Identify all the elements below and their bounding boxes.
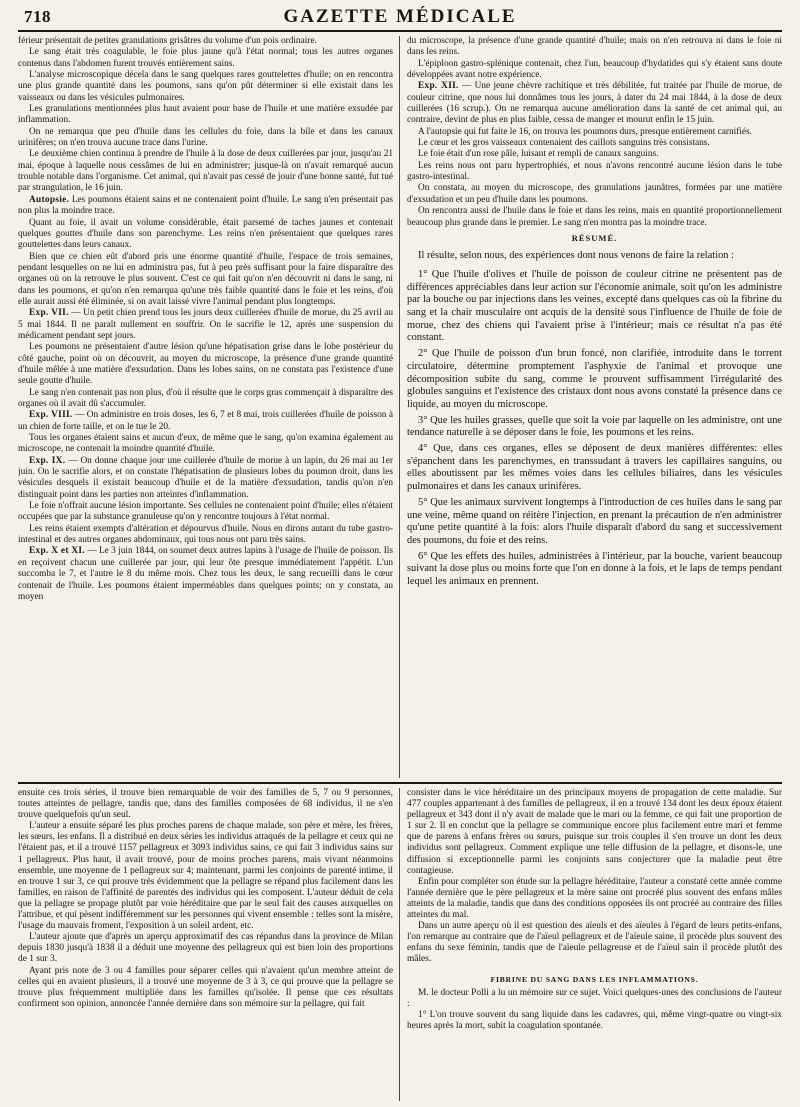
paragraph-text: Dans un autre aperçu où il est question des aïeuls et des aïeules à l'égard de leurs petits-enfans, l'on remarque au contraire que de l'aïeul pellagreux et de l'aïeule saine, il procède plus souvent des enfans du sexe féminin, tandis que de l'aïeule pellagreuse et de l'aïeul sain il procède plutôt des mâles. xyxy=(407,921,782,965)
paragraph-text: M. le docteur Polli a lu un mémoire sur ce sujet. Voici quelques-unes des conclusions de l'auteur : xyxy=(407,987,782,1009)
paragraph-text: Le cœur et les gros vaisseaux contenaient des caillots sanguins très consistans. xyxy=(418,138,710,149)
experiment-label: Exp. IX. xyxy=(29,455,66,466)
paragraph-text: Le foie était d'un rose pâle, luisant et rempli de canaux sanguins. xyxy=(418,149,659,160)
paragraph-text: On ne remarqua que peu d'huile dans les cellules du foie, dans la bile et dans les canaux urinifères; on n'en trouva aucune trace dans l'urine. xyxy=(18,126,393,149)
paragraph-text: Enfin pour compléter son étude sur la pellagre héréditaire, l'auteur a constaté cette année comme l'année dernière que le père pellagreux et la mère saine ont procréé plus souvent des enfans mâles atteints de la maladie, tandis que dans des conditions opposées ils ont procréé au contraire des filles atteintes du mal. xyxy=(407,876,782,921)
paragraph-text: L'auteur ajoute que d'après un aperçu approximatif des cas répandus dans la province de Milan depuis 1830 jusqu'à 1838 il a déduit une moyenne des pellagreux qui est bien loin des proportions de 1 sur 3. xyxy=(18,932,393,965)
experiment-label: Exp. VIII. xyxy=(29,410,73,421)
paragraph-text: Tous les organes étaient sains et aucun d'eux, de même que le sang, qu'on examina également au microscope, ne contenait la moindre quantité d'huile. xyxy=(18,433,393,455)
paragraph-text: ensuite ces trois séries, il trouve bien remarquable de voir des familles de 5, 7 ou 9 personnes, toutes atteintes de pellagre, tandis que, dans des familles composées de 68 individus, il ne s'en trouve quelquefois qu'un seul. xyxy=(18,788,393,821)
masthead-title: GAZETTE MÉDICALE xyxy=(283,6,517,27)
paragraph-text: Les granulations mentionnées plus haut avaient pour base de l'huile et une matière exsudée par inflammation. xyxy=(18,104,393,126)
experiment-label: Autopsie. xyxy=(29,194,70,205)
paragraph-text: 1° Que l'huile d'olives et l'huile de poisson de couleur citrine ne présentent pas de différences appréciables dans leur action sur l'économie animale, soit qu'on les administre par la bouche ou par injections dans les veines, excepté dans quelques cas où la fibrine du sang et la chair musculaire ont acquis de la densité sous l'influence de l'huile de foie de morue, chez des chiens qui l'avaient prise à l'intérieur; mais ce résultat n'a pas été constant. xyxy=(407,268,782,344)
paragraph-text: 4° Que, dans ces organes, elles se déposent de deux manières différentes: elles s'épanchent dans les parenchymes, en transsudant à travers les capillaires sanguins, ou elles aboutissent par les mêmes voies dans les cellules biliaires, dans les vésicules pulmonaires et dans les canaux urinifères. xyxy=(407,443,782,493)
experiment-label: Exp. X et XI. xyxy=(29,546,85,557)
paragraph-text: A l'autopsie qui fut faite le 16, on trouva les poumons durs, presque entièrement carnifiés. xyxy=(418,126,752,137)
fibrine-section-heading: FIBRINE DU SANG DANS LES INFLAMMATIONS. xyxy=(490,974,699,984)
paragraph-text: Les poumons étaient sains et ne contenaient point d'huile. Le sang n'en présentait pas non plus la moindre trace. xyxy=(18,194,393,217)
paragraph-text: Le foie n'offrait aucune lésion importante. Ses cellules ne contenaient point d'huile; elles n'étaient occupées que par la substance granuleuse qu'on y rencontre toujours à l'état normal. xyxy=(18,501,393,523)
paragraph-text: 5° Que les animaux survivent longtemps à l'introduction de ces huiles dans le sang par une veine, même quand on réitère l'injection, en prenant la précaution de n'en administrer qu'une petite quantité à la fois: alors l'huile disparaît d'abord du sang et successivement des poumons, du foie et des reins. xyxy=(407,496,782,546)
page-number: 718 xyxy=(24,7,51,26)
paragraph-text: du microscope, la présence d'une grande quantité d'huile; mais on n'en retrouva ni dans le foie ni dans les reins. xyxy=(407,36,782,58)
paragraph-text: — On donne chaque jour une cuillerée d'huile de morue à un lapin, du 26 mai au 1er juin. On le sacrifie alors, et on constate l'hépatisation de plusieurs lobes du poumon droit, dans les vésicules desquels il existait beaucoup d'huile et de la matière d'exsudation, tandis qu'on n'en distinguait point dans les parties non atteintes d'inflammation. xyxy=(18,455,393,500)
paragraph-text: Les reins nous ont paru hypertrophiés, et nous n'avons rencontré aucune lésion dans le tube gastro-intestinal. xyxy=(407,160,782,183)
experiment-label: Exp. XII. xyxy=(418,81,459,92)
paragraph-text: Le deuxième chien continua à prendre de l'huile à la dose de deux cuillerées par jour, jusqu'au 21 mai, époque à laquelle nous cessâmes de lui en administrer; jusque-là on n'avait remarqué aucun trouble notable dans l'organisme. Cet animal, qui n'avait pas cessé de jouir d'une bonne santé, fut tué par strangulation, le 16 juin. xyxy=(18,149,393,194)
paragraph-text: — Le 3 juin 1844, on soumet deux autres lapins à l'usage de l'huile de poisson. Ils en reçoivent chacun une cuillerée par jour, qui leur ôte presque immédiatement l'appétit. L'un succomba le 7, et l'autre le 8 du même mois. Chez tous les deux, le sang recueilli dans le cœur contenait de l'huile. Les poumons étaient imperméables dans quelques points; on y constata, au moyen xyxy=(18,546,393,602)
paragraph-text: Le sang n'en contenait pas non plus, d'où il résulte que le corps gras commençait à disparaître des organes où il avait dû s'accumuler. xyxy=(18,387,393,409)
paragraph-text: consister dans le vice héréditaire un des principaux moyens de propagation de cette maladie. Sur 477 couples appartenant à des familles de pellagreux, il en a trouvé 134 dont les deux époux étaient pellagreux et 343 dont il n'y avait de malade que le mari ou la femme, ce qui fait une proportion de 1 sur 2. Il en conclut que la pellagre se communique encore plus facilement entre mari et femme que de parens à enfans frères ou sœurs, puisque sur trois couples il s'en trouve un dont les deux individus sont pellagreux. Comment explique une telle diffusion de la pellagre, et disons-le, une diffusion si exceptionnelle parmi les conjoints sans conjecturer que la maladie peut être contagieuse. xyxy=(407,788,782,876)
paragraph-text: Le sang était très coagulable, le foie plus jaune qu'à l'état normal; tous les autres organes contenus dans l'abdomen furent trouvés entièrement sains. xyxy=(18,47,393,69)
paragraph-text: Quant au foie, il avait un volume considérable, était parsemé de taches jaunes et contenait quelques gouttes d'huile dans son parenchyme. Les reins n'en présentaient que quelques rares gouttelettes dans leurs canaux. xyxy=(18,217,393,251)
paragraph-text: 3° Que les huiles grasses, quelle que soit la voie par laquelle on les administre, ont une tendance naturelle à se déposer dans le foie, les poumons et les reins. xyxy=(407,414,782,439)
paragraph-text: — Un petit chien prend tous les jours deux cuillerées d'huile de morue, du 25 avril au 5 mai 1844. Il ne paraît nullement en souffrir. On le sacrifie le 12, après une suspension du médicament pendant sept jours. xyxy=(18,308,393,341)
paragraph-text: 2° Que l'huile de poisson d'un brun foncé, non clarifiée, introduite dans le torrent circulatoire, détermine promptement l'asphyxie de l'animal et provoque une décomposition subite du sang, comme le prouvent suffisamment l'irrégularité des globules sanguins et l'existence des cristaux dont nous avons constaté la présence dans ce liquide, au moyen du microscope. xyxy=(407,348,782,410)
paragraph-text: férieur présentait de petites granulations grisâtres du volume d'un pois ordinaire. xyxy=(18,36,317,46)
paragraph-text: Il résulte, selon nous, des expériences dont nous venons de faire la relation : xyxy=(418,250,734,262)
paragraph-text: 6° Que les effets des huiles, administrées à l'intérieur, par la bouche, varient beaucoup suivant la dose plus ou moins forte que l'on en donne à la fois, et le laps de temps pendant lequel les animaux en prennent. xyxy=(407,550,782,588)
paragraph-text: L'auteur a ensuite séparé les plus proches parens de chaque malade, son père et mère, les frères, les sœurs, les enfans. Il a distribué en deux séries les individus attaqués de la pellagre et ceux qui ne l'étaient pas, et il a trouvé 1157 pellagreux et 3093 individus sains, ce qui fait 3 individus sains sur 1 pellagreux. Plus haut, il avait trouvé, pour de moins proches parens, mais vivant néanmoins ensemble, une moyenne de 1 pellagreux sur 4; maintenant, parmi les conjoints de parenté intime, il en trouve 1 sur 3, ce qui prouve très évidemment que la pellagre se répand plus facilement dans les familles, en raison de l'affinité de parentés des individus qui les composent. L'auteur déduit de cela que la pellagre se propage plutôt par voie héréditaire que par le seul fait des causes auxquelles on l'attribue, et qui pèsent indifféremment sur les personnes qui vivent ensemble : telles sont la misère, l'usage du mauvais froment, l'exposition à un soleil ardent, etc. xyxy=(18,821,393,932)
page-header xyxy=(18,6,782,32)
paragraph-text: On rencontra aussi de l'huile dans le foie et dans les reins, mais en quantité proportionnellement beaucoup plus grande dans le premier. Le sang n'en montra pas la moindre trace. xyxy=(407,206,782,228)
paragraph-text: Les poumons ne présentaient d'autre lésion qu'une hépatisation grise dans le lobe postérieur du côté gauche, point où on découvrit, au moyen du microscope, la présence d'une grande quantité d'huile mêlée à une matière d'exsudation. Dans les lobes sains, on ne constata pas l'existence d'une seule goutte d'huile. xyxy=(18,342,393,387)
paragraph-text: On constata, au moyen du microscope, des granulations jaunâtres, formées par une matière d'exsudation et un peu d'huile dans les poumons. xyxy=(407,183,782,205)
newspaper-page xyxy=(18,6,782,1101)
experiment-label: Exp. VII. xyxy=(29,308,69,319)
paragraph-text: Ayant pris note de 3 ou 4 familles pour séparer celles qui n'avaient qu'un membre atteint de celles qui en avaient plusieurs, il a trouvé une moyenne de 3 à 3, ce qui prouve que la pellagre se trouve plus fréquemment multipliée dans les familles qu'isolée. Il pense que ces résultats confirment son opinion, annoncée l'année dernière dans son mémoire sur la pellagre, qui fait xyxy=(18,965,393,1009)
paragraph-text: Bien que ce chien eût d'abord pris une énorme quantité d'huile, l'espace de trois semaines, pendant lesquelles on ne lui en administra pas, fut à peu près suffisant pour la faire disparaître des organes où on la retrouve le plus souvent. C'est ce qui fait qu'on n'en découvrit ni dans le sang, ni dans les poumons, et qu'on n'en remarqua qu'une très faible quantité dans le foie et les reins, d'où elle aurait aussi été éliminée, si on avait laissé vivre l'animal pendant plus longtemps. xyxy=(18,251,393,307)
paragraph-text: L'épiploon gastro-splénique contenait, chez l'un, beaucoup d'hydatides qui s'y étaient sans doute développées avant notre expérience. xyxy=(407,58,782,81)
paragraph-text: Les reins étaient exempts d'altération et dépourvus d'huile. Nous en dirons autant du tube gastro-intestinal et des autres organes abdominaux, qui tous nous ont paru très sains. xyxy=(18,523,393,546)
summary-heading: RÉSUMÉ. xyxy=(571,232,618,243)
paragraph-text: — On administre en trois doses, les 6, 7 et 8 mai, trois cuillerées d'huile de poisson à un chien de forte taille, et on le tue le 20. xyxy=(18,410,393,432)
paragraph-text: — Une jeune chèvre rachitique et très débilitée, fut traitée par l'huile de morue, de couleur citrine, que nous lui donnâmes tous les jours, à dater du 24 mai 1844, à la dose de deux cuillerées (16 scrup.). On ne remarqua aucune amélioration dans la santé de cet animal qui, au contraire, devint de plus en plus faible, cessa de manger et mourut enfin le 15 juin. xyxy=(407,81,782,126)
paragraph-text: L'analyse microscopique décela dans le sang quelques rares gouttelettes d'huile; on en rencontra une plus grande quantité dans les poumons, sans qu'on pût déterminer si elle existait dans les vaisseaux ou dans les vésicules pulmonaires. xyxy=(18,70,393,103)
paragraph-text: 1° L'on trouve souvent du sang liquide dans les cadavres, qui, même vingt-quatre ou vingt-six heures après la mort, subit la coagulation spontanée. xyxy=(407,1009,782,1031)
